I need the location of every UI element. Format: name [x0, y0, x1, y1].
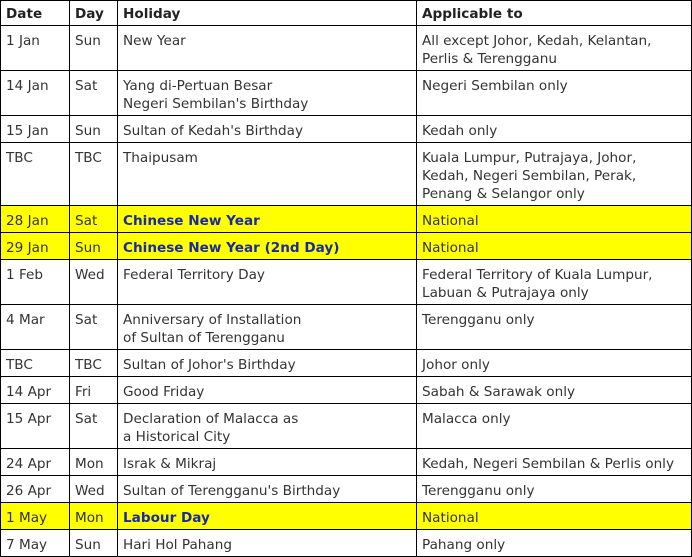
holiday-name-line: Good Friday	[123, 384, 205, 400]
date-cell: 14 Jan	[1, 71, 70, 116]
holiday-name-line: Sultan of Kedah's Birthday	[123, 123, 303, 139]
applicable-line: Kedah, Negeri Sembilan, Perak,	[422, 168, 637, 184]
day-cell: Sun	[70, 530, 118, 557]
date-cell: TBC	[1, 350, 70, 377]
applicable-line: National	[422, 213, 479, 229]
table-row	[1, 449, 692, 476]
applicable-cell	[417, 503, 692, 530]
applicable-cell	[417, 71, 692, 116]
date-cell: 28 Jan	[1, 206, 70, 233]
day-cell: Sun	[70, 233, 118, 260]
table-row	[1, 143, 692, 206]
applicable-line: Terengganu only	[422, 483, 535, 499]
holiday-cell	[118, 206, 417, 233]
holiday-cell	[118, 377, 417, 404]
table-row	[1, 233, 692, 260]
day-cell: Sat	[70, 404, 118, 449]
header-day: Day	[70, 1, 118, 26]
holiday-cell	[118, 449, 417, 476]
applicable-line: Terengganu only	[422, 312, 535, 328]
date-cell: 24 Apr	[1, 449, 70, 476]
day-cell: Mon	[70, 503, 118, 530]
applicable-cell	[417, 233, 692, 260]
applicable-line: Perlis & Terengganu	[422, 51, 557, 67]
applicable-cell	[417, 404, 692, 449]
holiday-name-line: Chinese New Year	[123, 213, 260, 229]
applicable-line: Kedah only	[422, 123, 498, 139]
day-cell: TBC	[70, 143, 118, 206]
holiday-name-line: Chinese New Year (2nd Day)	[123, 240, 340, 256]
applicable-cell	[417, 143, 692, 206]
applicable-line: Johor only	[422, 357, 490, 373]
holiday-cell	[118, 260, 417, 305]
header-row	[1, 1, 692, 26]
applicable-line: Negeri Sembilan only	[422, 78, 568, 94]
date-cell: 26 Apr	[1, 476, 70, 503]
holiday-name-line: a Historical City	[123, 429, 231, 445]
day-cell: Mon	[70, 449, 118, 476]
day-cell: Sat	[70, 305, 118, 350]
applicable-line: National	[422, 510, 479, 526]
day-cell: Fri	[70, 377, 118, 404]
applicable-cell	[417, 260, 692, 305]
applicable-line: Pahang only	[422, 537, 506, 553]
date-cell: 14 Apr	[1, 377, 70, 404]
holiday-cell	[118, 71, 417, 116]
holiday-name-line: Thaipusam	[123, 150, 198, 166]
date-cell: 15 Jan	[1, 116, 70, 143]
table-row	[1, 260, 692, 305]
table-row	[1, 116, 692, 143]
day-cell: TBC	[70, 350, 118, 377]
applicable-cell	[417, 305, 692, 350]
table-row	[1, 404, 692, 449]
applicable-cell	[417, 476, 692, 503]
table-row	[1, 26, 692, 71]
holiday-name-line: Yang di-Pertuan Besar	[123, 78, 273, 94]
date-cell: 29 Jan	[1, 233, 70, 260]
header-holiday: Holiday	[118, 1, 417, 26]
applicable-cell	[417, 26, 692, 71]
table-row	[1, 350, 692, 377]
applicable-line: Kuala Lumpur, Putrajaya, Johor,	[422, 150, 637, 166]
holiday-cell	[118, 116, 417, 143]
holiday-cell	[118, 305, 417, 350]
holiday-name-line: of Sultan of Terengganu	[123, 330, 285, 346]
header-date: Date	[1, 1, 70, 26]
table-row	[1, 71, 692, 116]
date-cell: 1 May	[1, 503, 70, 530]
holiday-cell	[118, 350, 417, 377]
applicable-cell	[417, 530, 692, 557]
applicable-line: National	[422, 240, 479, 256]
header-applicable: Applicable to	[417, 1, 692, 26]
holiday-cell	[118, 503, 417, 530]
date-cell: 15 Apr	[1, 404, 70, 449]
day-cell: Sun	[70, 26, 118, 71]
date-cell: 7 May	[1, 530, 70, 557]
holiday-name-line: Israk & Mikraj	[123, 456, 217, 472]
table-row	[1, 206, 692, 233]
date-cell: 1 Jan	[1, 26, 70, 71]
applicable-line: Labuan & Putrajaya only	[422, 285, 589, 301]
holiday-name-line: Sultan of Terengganu's Birthday	[123, 483, 341, 499]
table-row	[1, 476, 692, 503]
holiday-name-line: Sultan of Johor's Birthday	[123, 357, 296, 373]
holiday-name-line: Federal Territory Day	[123, 267, 265, 283]
holiday-cell	[118, 26, 417, 71]
applicable-line: Penang & Selangor only	[422, 186, 585, 202]
table-row	[1, 530, 692, 557]
date-cell: TBC	[1, 143, 70, 206]
day-cell: Sun	[70, 116, 118, 143]
holiday-name-line: Negeri Sembilan's Birthday	[123, 96, 309, 112]
day-cell: Sat	[70, 71, 118, 116]
day-cell: Wed	[70, 260, 118, 305]
holiday-name-line: Labour Day	[123, 510, 210, 526]
applicable-cell	[417, 449, 692, 476]
holiday-cell	[118, 233, 417, 260]
applicable-line: Federal Territory of Kuala Lumpur,	[422, 267, 653, 283]
applicable-cell	[417, 377, 692, 404]
holiday-name-line: Anniversary of Installation	[123, 312, 302, 328]
holiday-rows	[1, 26, 692, 557]
date-cell: 1 Feb	[1, 260, 70, 305]
day-cell: Wed	[70, 476, 118, 503]
table-row	[1, 503, 692, 530]
applicable-line: All except Johor, Kedah, Kelantan,	[422, 33, 652, 49]
holiday-name-line: New Year	[123, 33, 186, 49]
date-cell: 4 Mar	[1, 305, 70, 350]
day-cell: Sat	[70, 206, 118, 233]
holiday-cell	[118, 404, 417, 449]
applicable-line: Kedah, Negeri Sembilan & Perlis only	[422, 456, 675, 472]
applicable-cell	[417, 206, 692, 233]
applicable-cell	[417, 350, 692, 377]
applicable-line: Malacca only	[422, 411, 511, 427]
applicable-line: Sabah & Sarawak only	[422, 384, 576, 400]
holiday-cell	[118, 476, 417, 503]
holiday-name-line: Declaration of Malacca as	[123, 411, 299, 427]
holiday-cell	[118, 530, 417, 557]
holiday-name-line: Hari Hol Pahang	[123, 537, 232, 553]
table-row	[1, 377, 692, 404]
holiday-cell	[118, 143, 417, 206]
applicable-cell	[417, 116, 692, 143]
table-row	[1, 305, 692, 350]
